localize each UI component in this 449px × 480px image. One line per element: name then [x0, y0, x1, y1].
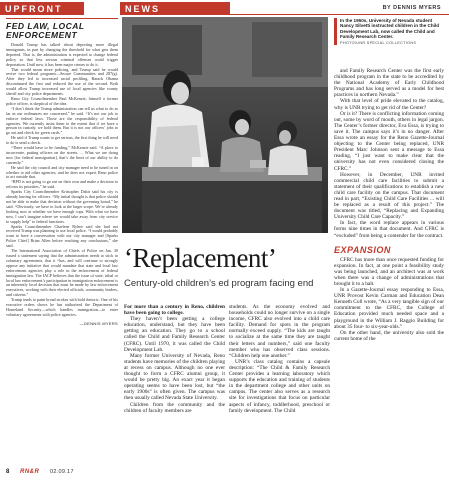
article-column-1 — [124, 304, 225, 414]
article-paragraph: Many former University of Nevada, Reno students have memories of the children playing at recess on campus. Although no one ever thought to form a CFRC alumni group, it would be pretty big. An exact year it began operating seems to have been lost, but “the early 1900s” is often given. The campus was then usually called Nevada State University. — [124, 352, 225, 402]
article-paragraph: UNR’s class catalog contains a capsule description: “The Child & Family Research Center provides a learning laboratory which supports the education and training of students in the department college and other units on campus. The center also serves as a research site for investigations that focus on particular aspects of infancy, toddlerhood, preschool or family development. The Child — [229, 358, 330, 414]
article-headline: ‘Replacement’ — [124, 243, 277, 273]
sidebar-paragraph: That would mean more policing, and Trump said he would revive two federal programs—Secure Communities and 287(g). After they led to increased racial profiling, Barack Obama discontinued the first and reduced the use of the second. Both would allow Trump increased use of local agencies like county sheriff and city police departments. — [6, 66, 118, 97]
article-paragraph: However, in December, UNR invited commercial child care facilities to submit a statement of their qualifications to establish a new child care facility on the campus. That document read in part, “Existing Child Care Facilities ... will be replaced as a result of this project.” The document was titled, “Replacing and Expanding University Child Care Capacity.” — [334, 171, 444, 221]
caption-text: In the 1950s, University of Nevada student Nancy Silvetti instructed children in the Child Development Lab, now called the Child and Family Research Center. — [340, 18, 440, 40]
publication-logo: RN&R — [20, 469, 40, 475]
section-label-news: NEWS — [120, 2, 230, 15]
article-column-2 — [229, 304, 330, 414]
article-paragraph: Children from the community and the children of faculty members are — [124, 401, 225, 414]
sidebar-paragraph: He said if Trump wants to get serious, the first thing he will need to do is send a check. — [6, 135, 118, 146]
article-deck: Century-old children’s ed program facing end — [124, 278, 314, 289]
article-paragraph: Or is it? There is conflicting information coming out, some by word of mouth, others in legal jargon. The Center’s former director, Eva Essa, is trying to save it. The campus says it’s in no danger. After Essa wrote an essay for the Reno Gazette-Journal objecting to the Center being replaced, UNR President Marc Johnson sent a message to Essa reading, “I just want to make clear that the university has not even considered closing the CFRC.” — [334, 110, 444, 172]
sidebar-paragraph: Reno City Councilmember Paul McKenzie, himself a former police officer, is skeptical of the idea. — [6, 95, 118, 106]
section-header-bar — [0, 2, 449, 16]
sidebar-paragraph: Sparks Councilmember Charlene Bybee said she had not received Trump was planning to use local police. “I would probably want to have a conversation with our city manager and [Sparks Police Chief] Brian Allen before reaching any conclusions,” she said. — [6, 223, 118, 249]
article-paragraph: students. As the economy evolved and households could no longer survive on a single income, CFRC also evolved into a child care facility. Demand for spots in the program normally exceed supply. “The kids are taught to socialize at the same time they are taught their letters and numbers,” said one faculty member who has observed class sessions. “Children help one another.” — [229, 304, 330, 359]
sidebar-paragraph: He said the city council and city manager need to be tuned in on whether to aid other agencies, and he does not expect Reno police to act outside that. — [6, 164, 118, 180]
sidebar-rule — [6, 18, 118, 19]
sidebar-paragraph: Donald Trump has talked about deporting more illegal immigrants, in part by changing the threshold for what gets them deported. That is, the administration is expected to change federal policy so that less serious criminal offenses could trigger deportation. Until now, it has been major crimes to do it. — [6, 42, 118, 67]
article-subhead: EXPANSION — [334, 244, 391, 255]
article-column-right — [334, 68, 444, 342]
article-paragraph: In fact, the word replace appears in various forms nine times in that document. And CFRC is “excluded” from being a contender for the contract. — [334, 220, 444, 239]
sidebar-story — [6, 18, 118, 326]
photo-credit: PHOTO/UNR SPECIAL COLLECTIONS — [340, 40, 417, 45]
article-paragraph: With that level of pride elevated to the catalog, why is UNR trying to get rid of the Center? — [334, 98, 444, 111]
article-paragraph: On the other hand, the university also sold the current home of the — [334, 329, 444, 342]
sidebar-paragraph: The International Association of Chiefs of Police on Jan. 30 issued a statement saying that the administration needs to stick to voluntary agreements, that it “has, and will continue to strongly oppose any initiative that would mandate that state and local law enforcement agencies play a role in the enforcement of federal immigration law. The IACP believes that the issue of state, tribal or local law enforcement’s participation in immigration enforcement is an inherently local decision that must be made by law enforcement executives, working with their elected officials, community leaders, and citizens.” — [6, 248, 118, 298]
sidebar-paragraph: Trump tends to paint broad strokes with bold rhetoric. One of his executive orders shows he has authorized the Department of Homeland Security—which handles immigration—to enter voluntary agreements with police agencies. — [6, 297, 118, 317]
byline: BY DENNIS MYERS — [382, 5, 441, 11]
section-label-upfront: UPFRONT — [0, 2, 84, 15]
sidebar-paragraph: “There would have to be funding,” McKenzie said. “A place to incarcerate, putting officers on the streets. ... What we are doing now [for federal immigration], that’s the limit of our ability to do currently.” — [6, 145, 118, 165]
header-rule — [120, 14, 449, 15]
page-number: 8 — [6, 469, 10, 475]
page-footer — [6, 469, 446, 479]
sidebar-body — [6, 43, 118, 318]
article-photo — [122, 17, 328, 233]
sidebar-paragraph: “I don’t think the Trump administration can tell us what to do as far as our ordinances are concerned,” he said. “It’s not our job to enforce federal laws. Those are the responsibility of federal agencies. We currently assist them to the extent that if we have a person in custody, we hold them. But it is not our officers’ jobs to go out and check for green cards.” — [6, 105, 118, 136]
article-paragraph: In a Gazette-Journal essay responding to Essa, UNR Provost Kevin Carman and Education Dean Kenneth Coll wrote, “As a very tangible sign of our commitment to the CFRC, the College of Education provided much needed space and a playground in the William J. Raggio Building for about 35 four- to six-year-olds.” — [334, 287, 444, 330]
sidebar-paragraph: “RPD is not going to go out on their own and make a decision to refocus its priorities,” he said. — [6, 179, 118, 190]
sidebar-paragraph: Sparks City Councilmember Kristopher Dahir said his city is already hurting for officers. “My initial thought is that police should not be able to make that decision without the governing board,” he said. “Obviously, we have to look at the larger scope. We’re already looking now at whether we have enough cops. With what we have now, I can’t imagine where we would take away from city service to supply help” to federal functions. — [6, 189, 118, 224]
photo-caption — [334, 18, 446, 45]
sidebar-signature: —DENNIS MYERS — [79, 320, 118, 326]
issue-date: 02.09.17 — [50, 469, 74, 475]
article-paragraph: They haven’t been getting a college education, understand, but they have been getting an education. They go to a school called the Child and Family Research Center (CFRC). Until 1970, it was called the Child Development Lab. — [124, 316, 225, 353]
article-paragraph: and Family Research Center was the first early childhood program in the state to be accredited by the National Academy of Early Childhood Programs and has long served as a model for best practices in northern Nevada.” — [334, 68, 444, 99]
article-paragraph: CFRC has more than once requested funding for expansion. In fact, at one point a feasibility study was being launched, and an architect was at work when there was a change of administrations that brought it to a halt. — [334, 256, 444, 287]
sidebar-kicker: FED LAW, LOCAL ENFORCEMENT — [6, 21, 85, 40]
article-lead: For more than a century in Reno, children have been going to college. — [124, 304, 225, 317]
